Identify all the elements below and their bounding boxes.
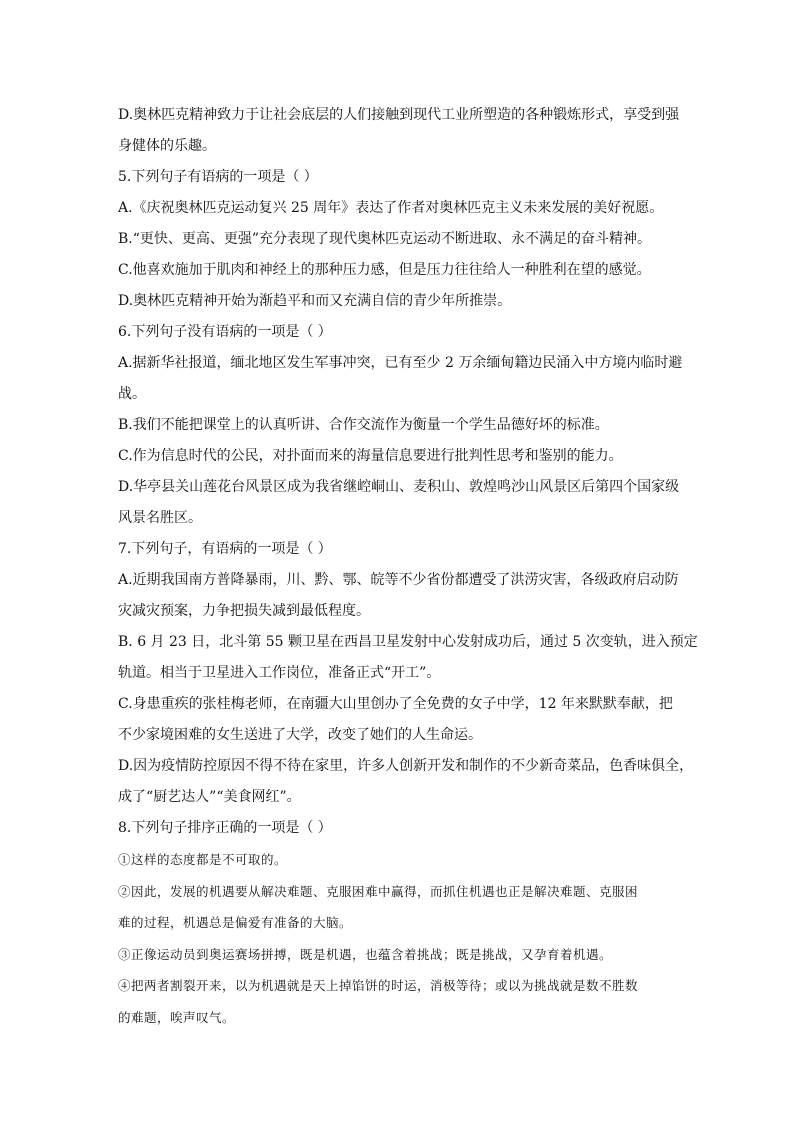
q7-option-d-line2: 成了“厨艺达人”“美食网红”。 <box>118 789 301 805</box>
q7-option-a-line1: A.近期我国南方普降暴雨，川、黔、鄂、皖等不少省份都遭受了洪涝灾害，各级政府启动防 <box>118 572 679 588</box>
q6-option-c: C.作为信息时代的公民，对扑面而来的海量信息要进行批判性思考和鉴别的能力。 <box>118 448 623 464</box>
q6-option-d-line1: D.华亭县关山莲花台风景区成为我省继崆峒山、麦积山、敦煌鸣沙山风景区后第四个国家级 <box>118 479 680 495</box>
q8-sentence-3: ③正像运动员到奥运赛场拼搏，既是机遇，也蕴含着挑战；既是挑战，又孕育着机遇。 <box>118 946 613 962</box>
q5-option-d: D.奥林匹克精神开始为渐趋平和而又充满自信的青少年所推崇。 <box>118 293 512 309</box>
q6-option-a-line1: A.据新华社报道，缅北地区发生军事冲突，已有至少 2 万余缅甸籍边民涌入中方境内临时避 <box>118 355 683 371</box>
q5-option-a: A.《庆祝奥林匹克运动复兴 25 周年》表达了作者对奥林匹克主义未来发展的美好祝愿。 <box>118 200 664 216</box>
q7-option-a-line2: 灾减灾预案，力争把损失减到最低程度。 <box>118 603 370 619</box>
q5-option-b: B.“更快、更高、更强”充分表现了现代奥林匹克运动不断进取、永不满足的奋斗精神。 <box>118 231 652 247</box>
q8-sentence-4-line2: 的难题，唉声叹气。 <box>118 1009 236 1025</box>
question-7-stem: 7.下列句子，有语病的一项是（ ） <box>118 541 332 557</box>
q7-option-b-line2: 轨道。相当于卫星进入工作岗位，准备正式“开工”。 <box>118 665 441 681</box>
question-5-stem: 5.下列句子有语病的一项是（ ） <box>118 169 318 185</box>
q8-sentence-4-line1: ④把两者割裂开来，以为机遇就是天上掉馅饼的时运，消极等待；或以为挑战就是数不胜数 <box>118 978 639 993</box>
question-8-stem: 8.下列句子排序正确的一项是（ ） <box>118 820 332 836</box>
q6-option-b: B.我们不能把课堂上的认真听讲、合作交流作为衡量一个学生品德好坏的标准。 <box>118 417 609 433</box>
q7-option-b-line1: B. 6 月 23 日，北斗第 55 颗卫星在西昌卫星发射中心发射成功后，通过 5 次变轨，进入预定 <box>118 634 698 650</box>
q7-option-c-line2: 不少家境困难的女生送进了大学，改变了她们的人生命运。 <box>118 727 482 743</box>
document-body <box>118 100 698 1033</box>
q7-option-d-line1: D.因为疫情防控原因不得不待在家里，许多人创新开发和制作的不少新奇菜品，色香味俱全， <box>118 758 694 774</box>
q6-option-a-line2: 战。 <box>118 386 146 402</box>
option-d-q4-line1: D.奥林匹克精神致力于让社会底层的人们接触到现代工业所塑造的各种锻炼形式，享受到强 <box>118 107 680 123</box>
q5-option-c: C.他喜欢施加于肌肉和神经上的那种压力感，但是压力往往给人一种胜利在望的感觉。 <box>118 262 651 278</box>
q6-option-d-line2: 风景名胜区。 <box>118 510 202 526</box>
q7-option-c-line1: C.身患重疾的张桂梅老师，在南疆大山里创办了全免费的女子中学，12 年来默默奉献，把 <box>118 696 673 712</box>
option-d-q4-line2: 身健体的乐趣。 <box>118 138 216 154</box>
q8-sentence-2-line2: 难的过程，机遇总是偏爱有准备的大脑。 <box>118 915 353 930</box>
q8-sentence-2-line1: ②因此，发展的机遇要从解决难题、克服困难中赢得，而抓住机遇也正是解决难题、克服困 <box>118 883 639 899</box>
question-6-stem: 6.下列句子没有语病的一项是（ ） <box>118 324 332 340</box>
q8-sentence-1: ①这样的态度都是不可取的。 <box>118 852 288 867</box>
